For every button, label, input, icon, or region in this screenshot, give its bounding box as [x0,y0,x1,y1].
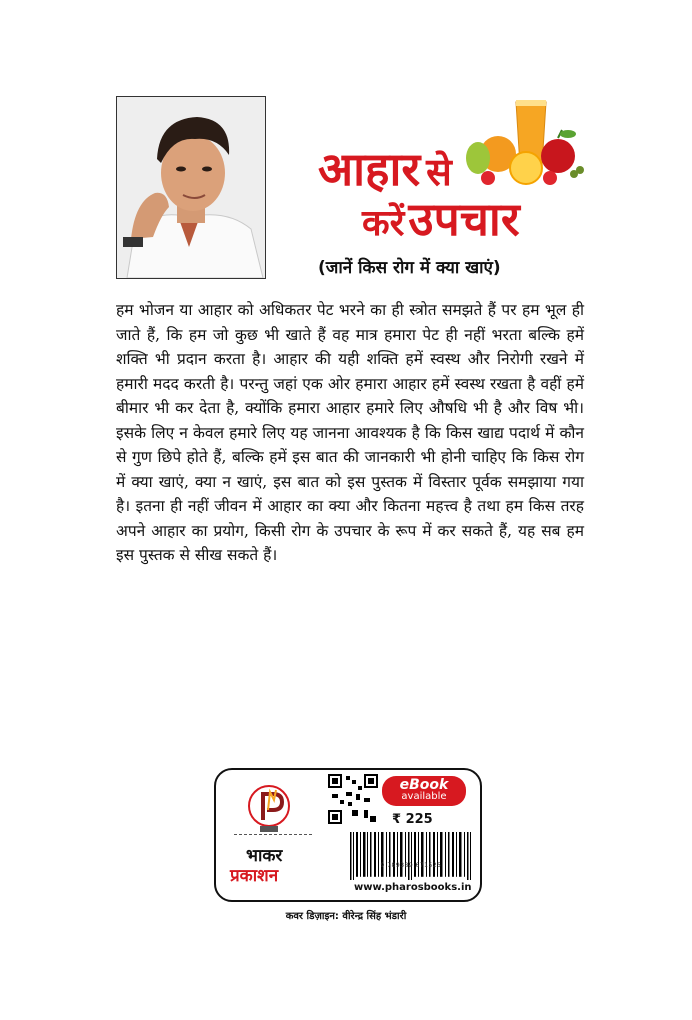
publisher-info-box [214,768,482,902]
title-line-2 [362,192,520,246]
title-line-1 [318,142,452,196]
publisher-logo-icon [246,784,292,834]
author-portrait-image [117,97,265,278]
publisher-name [230,846,320,894]
barcode-icon [348,832,474,880]
title-word-upchaar: उपचार [408,192,520,246]
publisher-name-line-1: भाकर [246,846,283,866]
ebook-sublabel: available [401,791,447,802]
qr-code-icon [328,774,378,824]
book-description: हम भोजन या आहार को अधिकतर पेट भरने का ही स्त्रोत समझते हैं पर हम भूल ही जाते हैं, कि हम जो कुछ भी खाते हैं वह मात्र हमारा पेट ही नहीं भरता बल्कि हमें शक्ति भी प्रदान करता है। आहार की यही शक्ति हमें स्वस्थ और निरोगी रखने में हमारी मदद करती है। परन्तु जहां एक ओर हमारा आहार हमें स्वस्थ रखता है वहीं हमें बीमार भी कर देता है, क्योंकि हमारा आहार हमारे लिए औषधि भी है और विष भी। इसके लिए न केवल हमारे लिए यह जानना आवश्यक है कि किस खाद्य पदार्थ में कौन से गुण छिपे होते हैं, बल्कि हमें इस बात की जानकारी भी होनी चाहिए कि किस रोग में क्या खाएं, क्या न खाएं, इस बात को इस पुस्तक में विस्तार पूर्वक समझाया गया है। इतना ही नहीं जीवन में आहार का क्या और कितना महत्त्व है तथा हम किस तरह अपने आहार का प्रयोग, किसी रोग के उपचार के रूप में कर सकते हैं, यह सब हम इस पुस्तक से सीख सकते हैं। [116,301,584,564]
title-word-aahar: आहार [318,142,421,196]
cover-design-credit: कवर डिज़ाइन: वीरेन्द्र सिंह भंडारी [285,911,407,922]
fruit-juice-illustration [454,96,586,188]
title-word-se: से [426,150,452,194]
ebook-label: eBook [399,777,449,793]
ebook-available-badge [382,776,466,806]
isbn-digits: 9 789389 671525 [380,862,442,869]
publisher-name-line-2: प्रकाशन [230,866,279,886]
publisher-website: www.pharosbooks.in [354,882,472,893]
book-price: ₹ 225 [392,812,433,827]
divider [234,834,312,835]
book-subtitle: (जानें किस रोग में क्या खाएं) [318,258,501,278]
author-photo [116,96,266,279]
title-word-karen: करें [362,203,405,244]
